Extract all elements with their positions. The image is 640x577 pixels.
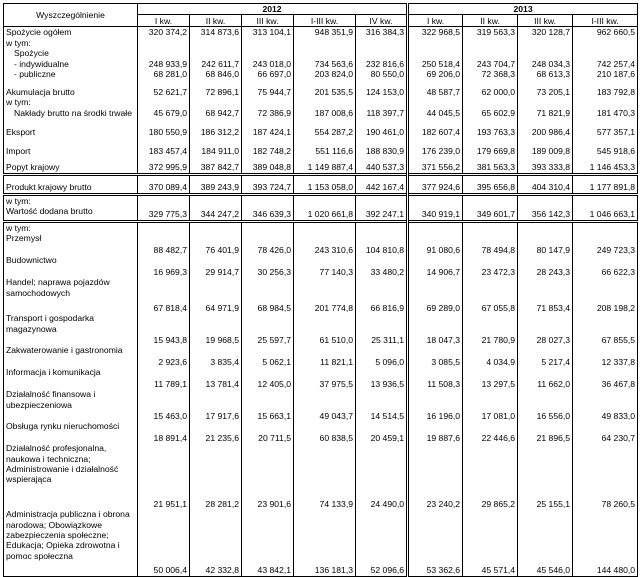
data-cell xyxy=(408,221,463,233)
data-cell: 183 457,4 xyxy=(138,137,190,156)
data-cell: 370 089,4 xyxy=(138,174,190,194)
data-cell: 545 918,6 xyxy=(573,137,638,156)
data-cell: 349 601,7 xyxy=(463,194,518,221)
data-cell: 24 490,0 xyxy=(356,443,408,509)
data-cell: 193 763,3 xyxy=(463,118,518,137)
row-label: Handel; naprawa pojazdów samochodowych xyxy=(4,277,138,313)
data-cell: 68 281,0 xyxy=(138,69,190,79)
data-cell xyxy=(573,97,638,107)
data-cell: 319 563,3 xyxy=(463,27,518,38)
data-cell: 1 146 453,3 xyxy=(573,156,638,174)
data-cell: 64 971,9 xyxy=(190,277,242,313)
data-cell: 734 563,6 xyxy=(294,59,356,69)
data-cell: 69 206,0 xyxy=(408,69,463,79)
row-label: Eksport xyxy=(4,118,138,137)
row-label: w tym: xyxy=(4,38,138,48)
data-cell: 181 470,3 xyxy=(573,108,638,118)
column-header: I-III kw. xyxy=(294,15,356,27)
data-cell: 68 984,5 xyxy=(242,277,294,313)
row-label: Działalność profesjonalna, naukowa i techniczna; Administrowanie i działalność wspierająca xyxy=(4,443,138,509)
data-cell xyxy=(190,48,242,58)
data-cell: 22 446,6 xyxy=(463,421,518,443)
data-cell: 5 062,1 xyxy=(242,345,294,367)
data-cell xyxy=(463,38,518,48)
data-cell: 742 257,4 xyxy=(573,59,638,69)
row-label: Obsługa rynku nieruchomości xyxy=(4,421,138,443)
table-row xyxy=(4,221,638,233)
data-cell xyxy=(573,48,638,58)
table-row xyxy=(4,389,638,421)
data-cell: 76 401,9 xyxy=(190,233,242,255)
data-cell: 377 924,6 xyxy=(408,174,463,194)
data-cell: 15 463,0 xyxy=(138,389,190,421)
data-cell: 188 830,9 xyxy=(356,137,408,156)
data-cell xyxy=(463,48,518,58)
data-cell: 203 824,0 xyxy=(294,69,356,79)
data-cell: 404 310,4 xyxy=(518,174,573,194)
data-cell: 64 230,7 xyxy=(573,421,638,443)
data-cell: 387 842,7 xyxy=(190,156,242,174)
data-cell xyxy=(138,48,190,58)
table-row xyxy=(4,509,638,576)
data-cell: 249 723,3 xyxy=(573,233,638,255)
data-cell: 381 563,3 xyxy=(463,156,518,174)
data-cell: 25 155,1 xyxy=(518,443,573,509)
data-cell: 28 027,3 xyxy=(518,313,573,345)
data-cell: 68 846,0 xyxy=(190,69,242,79)
data-cell xyxy=(518,221,573,233)
table-row xyxy=(4,174,638,194)
data-cell: 4 034,9 xyxy=(463,345,518,367)
data-cell: 201 774,8 xyxy=(294,277,356,313)
data-cell: 67 818,4 xyxy=(138,277,190,313)
row-label: Budownictwo xyxy=(4,255,138,277)
data-cell: 68 942,7 xyxy=(190,108,242,118)
data-cell: 136 181,3 xyxy=(294,509,356,576)
data-cell: 75 944,7 xyxy=(242,79,294,97)
data-cell: 62 000,0 xyxy=(463,79,518,97)
data-cell: 144 480,0 xyxy=(573,509,638,576)
table-header xyxy=(4,4,638,27)
data-cell: 962 660,5 xyxy=(573,27,638,38)
data-cell: 182 748,2 xyxy=(242,137,294,156)
data-cell: 118 397,7 xyxy=(356,108,408,118)
table-row xyxy=(4,69,638,79)
data-cell: 18 891,4 xyxy=(138,421,190,443)
data-cell xyxy=(356,48,408,58)
data-cell: 66 697,0 xyxy=(242,69,294,79)
data-cell: 201 535,5 xyxy=(294,79,356,97)
data-cell xyxy=(242,38,294,48)
data-cell xyxy=(294,48,356,58)
data-cell: 183 792,8 xyxy=(573,79,638,97)
column-header: I kw. xyxy=(138,15,190,27)
data-cell xyxy=(408,97,463,107)
data-cell: 184 911,0 xyxy=(190,137,242,156)
data-cell: 340 919,1 xyxy=(408,194,463,221)
data-cell: 551 116,6 xyxy=(294,137,356,156)
data-cell: 248 933,9 xyxy=(138,59,190,69)
row-label: Popyt krajowy xyxy=(4,156,138,174)
row-label: Administracja publiczna i obrona narodowa; Obowiązkowe zabezpieczenia społeczne; Edukacja; Opieka zdrowotna i pomoc społeczna xyxy=(4,509,138,576)
data-cell: 53 362,6 xyxy=(408,509,463,576)
data-cell: 21 235,6 xyxy=(190,421,242,443)
data-cell xyxy=(518,38,573,48)
data-cell: 346 639,3 xyxy=(242,194,294,221)
data-cell: 11 662,0 xyxy=(518,367,573,389)
data-cell xyxy=(518,48,573,58)
data-cell: 314 873,6 xyxy=(190,27,242,38)
data-cell: 2 923,6 xyxy=(138,345,190,367)
row-label: Działalność finansowa i ubezpieczeniowa xyxy=(4,389,138,421)
data-cell: 208 198,2 xyxy=(573,277,638,313)
data-cell xyxy=(294,221,356,233)
data-cell: 69 289,0 xyxy=(408,277,463,313)
row-label: Przemysł xyxy=(4,233,138,255)
data-cell: 66 816,9 xyxy=(356,277,408,313)
data-cell: 12 337,8 xyxy=(573,345,638,367)
table-body xyxy=(4,27,638,576)
table-row xyxy=(4,277,638,313)
data-cell: 11 508,3 xyxy=(408,367,463,389)
data-cell: 200 986,4 xyxy=(518,118,573,137)
column-header: II kw. xyxy=(463,15,518,27)
data-cell: 3 835,4 xyxy=(190,345,242,367)
row-label: - publiczne xyxy=(4,69,138,79)
column-header: III kw. xyxy=(518,15,573,27)
row-label: Spożycie xyxy=(4,48,138,58)
gdp-table xyxy=(3,3,638,577)
data-cell: 60 838,5 xyxy=(294,421,356,443)
data-cell: 180 550,9 xyxy=(138,118,190,137)
table-row xyxy=(4,48,638,58)
data-cell: 189 009,8 xyxy=(518,137,573,156)
data-cell: 389 243,9 xyxy=(190,174,242,194)
data-cell: 23 240,2 xyxy=(408,443,463,509)
data-cell xyxy=(294,97,356,107)
data-cell: 45 679,0 xyxy=(138,108,190,118)
data-cell xyxy=(294,38,356,48)
data-cell: 25 311,1 xyxy=(356,313,408,345)
data-cell: 16 556,0 xyxy=(518,389,573,421)
data-cell: 37 975,5 xyxy=(294,367,356,389)
data-cell xyxy=(573,38,638,48)
data-cell: 1 153 058,0 xyxy=(294,174,356,194)
data-cell xyxy=(242,221,294,233)
data-cell: 393 333,8 xyxy=(518,156,573,174)
data-cell: 68 613,3 xyxy=(518,69,573,79)
data-cell: 1 149 887,4 xyxy=(294,156,356,174)
data-cell: 29 865,2 xyxy=(463,443,518,509)
data-cell: 72 368,3 xyxy=(463,69,518,79)
row-label: Akumulacja brutto xyxy=(4,79,138,97)
data-cell: 232 816,6 xyxy=(356,59,408,69)
data-cell: 21 896,5 xyxy=(518,421,573,443)
header-stub: Wyszczególnienie xyxy=(4,4,138,27)
column-header: III kw. xyxy=(242,15,294,27)
column-header: I-III kw. xyxy=(573,15,638,27)
data-cell xyxy=(408,48,463,58)
row-label: Import xyxy=(4,137,138,156)
data-cell: 179 669,8 xyxy=(463,137,518,156)
data-cell xyxy=(356,38,408,48)
data-cell: 243 018,0 xyxy=(242,59,294,69)
row-label: Nakłady brutto na środki trwałe xyxy=(4,108,138,118)
data-cell: 243 310,6 xyxy=(294,233,356,255)
table-row xyxy=(4,367,638,389)
column-header: I kw. xyxy=(408,15,463,27)
data-cell xyxy=(190,38,242,48)
data-cell: 18 047,3 xyxy=(408,313,463,345)
data-cell: 23 472,3 xyxy=(463,255,518,277)
data-cell: 442 167,4 xyxy=(356,174,408,194)
data-cell: 25 597,7 xyxy=(242,313,294,345)
data-cell xyxy=(356,221,408,233)
data-cell: 1 020 661,8 xyxy=(294,194,356,221)
table-row xyxy=(4,255,638,277)
table-row xyxy=(4,137,638,156)
data-cell xyxy=(138,221,190,233)
data-cell: 320 374,2 xyxy=(138,27,190,38)
row-label: Informacja i komunikacja xyxy=(4,367,138,389)
data-cell: 91 080,6 xyxy=(408,233,463,255)
year-2013-header: 2013 xyxy=(408,4,638,15)
table-row xyxy=(4,38,638,48)
table-row xyxy=(4,156,638,174)
data-cell: 80 550,0 xyxy=(356,69,408,79)
data-cell: 186 312,2 xyxy=(190,118,242,137)
data-cell: 78 426,0 xyxy=(242,233,294,255)
data-cell: 72 896,1 xyxy=(190,79,242,97)
data-cell: 313 104,1 xyxy=(242,27,294,38)
data-cell: 74 133,9 xyxy=(294,443,356,509)
column-header: IV kw. xyxy=(356,15,408,27)
table-row xyxy=(4,59,638,69)
data-cell: 577 357,1 xyxy=(573,118,638,137)
data-cell: 329 775,3 xyxy=(138,194,190,221)
data-cell: 395 656,8 xyxy=(463,174,518,194)
table-row xyxy=(4,443,638,509)
data-cell: 61 510,0 xyxy=(294,313,356,345)
data-cell: 49 833,0 xyxy=(573,389,638,421)
data-cell: 316 384,3 xyxy=(356,27,408,38)
data-cell: 182 607,4 xyxy=(408,118,463,137)
data-cell: 36 467,8 xyxy=(573,367,638,389)
data-cell: 45 546,0 xyxy=(518,509,573,576)
data-cell: 17 917,6 xyxy=(190,389,242,421)
data-cell: 322 968,5 xyxy=(408,27,463,38)
data-cell xyxy=(573,221,638,233)
data-cell: 30 256,3 xyxy=(242,255,294,277)
data-cell: 14 514,5 xyxy=(356,389,408,421)
data-cell xyxy=(518,97,573,107)
data-cell: 50 006,4 xyxy=(138,509,190,576)
data-cell: 16 196,0 xyxy=(408,389,463,421)
data-cell: 77 140,3 xyxy=(294,255,356,277)
data-cell: 43 842,1 xyxy=(242,509,294,576)
data-cell: 72 386,9 xyxy=(242,108,294,118)
data-cell: 21 780,9 xyxy=(463,313,518,345)
data-cell: 372 995,9 xyxy=(138,156,190,174)
table-row xyxy=(4,194,638,221)
data-cell: 948 351,9 xyxy=(294,27,356,38)
data-cell: 320 128,7 xyxy=(518,27,573,38)
data-cell: 52 096,6 xyxy=(356,509,408,576)
data-cell: 14 906,7 xyxy=(408,255,463,277)
data-cell: 44 045,5 xyxy=(408,108,463,118)
data-cell: 12 405,0 xyxy=(242,367,294,389)
data-cell: 19 887,6 xyxy=(408,421,463,443)
data-cell: 344 247,2 xyxy=(190,194,242,221)
data-cell: 11 821,1 xyxy=(294,345,356,367)
data-cell: 20 711,5 xyxy=(242,421,294,443)
data-cell xyxy=(463,221,518,233)
data-cell: 19 968,5 xyxy=(190,313,242,345)
data-cell: 389 048,8 xyxy=(242,156,294,174)
data-cell: 190 461,0 xyxy=(356,118,408,137)
data-cell: 371 556,2 xyxy=(408,156,463,174)
data-cell: 210 187,6 xyxy=(573,69,638,79)
row-label: w tym: xyxy=(4,221,138,233)
year-2012-header: 2012 xyxy=(138,4,408,15)
table-row xyxy=(4,233,638,255)
data-cell: 13 297,5 xyxy=(463,367,518,389)
data-cell: 440 537,3 xyxy=(356,156,408,174)
data-cell: 67 055,8 xyxy=(463,277,518,313)
data-cell: 187 008,6 xyxy=(294,108,356,118)
data-cell: 17 081,0 xyxy=(463,389,518,421)
data-cell: 33 480,2 xyxy=(356,255,408,277)
data-cell: 176 239,0 xyxy=(408,137,463,156)
table-row xyxy=(4,345,638,367)
data-cell: 15 663,1 xyxy=(242,389,294,421)
data-cell: 104 810,8 xyxy=(356,233,408,255)
data-cell: 356 142,3 xyxy=(518,194,573,221)
data-cell: 73 205,1 xyxy=(518,79,573,97)
data-cell: 3 085,5 xyxy=(408,345,463,367)
data-cell: 23 901,6 xyxy=(242,443,294,509)
data-cell: 15 943,8 xyxy=(138,313,190,345)
table-row xyxy=(4,421,638,443)
data-cell: 13 781,4 xyxy=(190,367,242,389)
data-cell: 5 096,0 xyxy=(356,345,408,367)
data-cell: 20 459,1 xyxy=(356,421,408,443)
row-label: Zakwaterowanie i gastronomia xyxy=(4,345,138,367)
data-cell xyxy=(190,221,242,233)
data-cell xyxy=(408,38,463,48)
data-cell: 28 281,2 xyxy=(190,443,242,509)
table-row xyxy=(4,118,638,137)
data-cell: 78 494,8 xyxy=(463,233,518,255)
table-row xyxy=(4,108,638,118)
data-cell: 1 177 891,8 xyxy=(573,174,638,194)
data-cell xyxy=(138,38,190,48)
data-cell: 67 855,5 xyxy=(573,313,638,345)
data-cell: 71 821,9 xyxy=(518,108,573,118)
data-cell: 250 518,4 xyxy=(408,59,463,69)
data-cell: 16 969,3 xyxy=(138,255,190,277)
table-row xyxy=(4,97,638,107)
data-cell: 65 602,9 xyxy=(463,108,518,118)
data-cell: 393 724,7 xyxy=(242,174,294,194)
data-cell: 124 153,0 xyxy=(356,79,408,97)
row-label: Spożycie ogółem xyxy=(4,27,138,38)
data-cell: 554 287,2 xyxy=(294,118,356,137)
row-label: - indywidualne xyxy=(4,59,138,69)
data-cell: 80 147,9 xyxy=(518,233,573,255)
table-row xyxy=(4,313,638,345)
data-cell: 49 043,7 xyxy=(294,389,356,421)
data-cell: 88 482,7 xyxy=(138,233,190,255)
data-cell: 78 260,5 xyxy=(573,443,638,509)
column-header: II kw. xyxy=(190,15,242,27)
table-row xyxy=(4,27,638,38)
row-label: Transport i gospodarka magazynowa xyxy=(4,313,138,345)
data-cell: 42 332,8 xyxy=(190,509,242,576)
data-cell xyxy=(242,48,294,58)
data-cell: 29 914,7 xyxy=(190,255,242,277)
data-cell: 242 611,7 xyxy=(190,59,242,69)
data-cell xyxy=(463,97,518,107)
data-cell xyxy=(190,97,242,107)
data-cell: 21 951,1 xyxy=(138,443,190,509)
row-label: w tym: Wartość dodana brutto xyxy=(4,194,138,221)
data-cell: 187 424,1 xyxy=(242,118,294,137)
row-label: w tym: xyxy=(4,97,138,107)
data-cell: 5 217,4 xyxy=(518,345,573,367)
data-cell: 1 046 663,1 xyxy=(573,194,638,221)
data-cell: 248 034,3 xyxy=(518,59,573,69)
data-cell: 243 704,7 xyxy=(463,59,518,69)
data-cell: 28 243,3 xyxy=(518,255,573,277)
table-row xyxy=(4,79,638,97)
data-cell xyxy=(242,97,294,107)
data-cell: 13 936,5 xyxy=(356,367,408,389)
data-cell: 48 587,7 xyxy=(408,79,463,97)
row-label: Produkt krajowy brutto xyxy=(4,174,138,194)
data-cell: 66 622,3 xyxy=(573,255,638,277)
data-cell: 11 789,1 xyxy=(138,367,190,389)
data-cell: 45 571,4 xyxy=(463,509,518,576)
data-cell: 52 621,7 xyxy=(138,79,190,97)
data-cell: 392 247,1 xyxy=(356,194,408,221)
gdp-table-container xyxy=(3,3,637,577)
data-cell xyxy=(356,97,408,107)
data-cell xyxy=(138,97,190,107)
data-cell: 71 853,4 xyxy=(518,277,573,313)
